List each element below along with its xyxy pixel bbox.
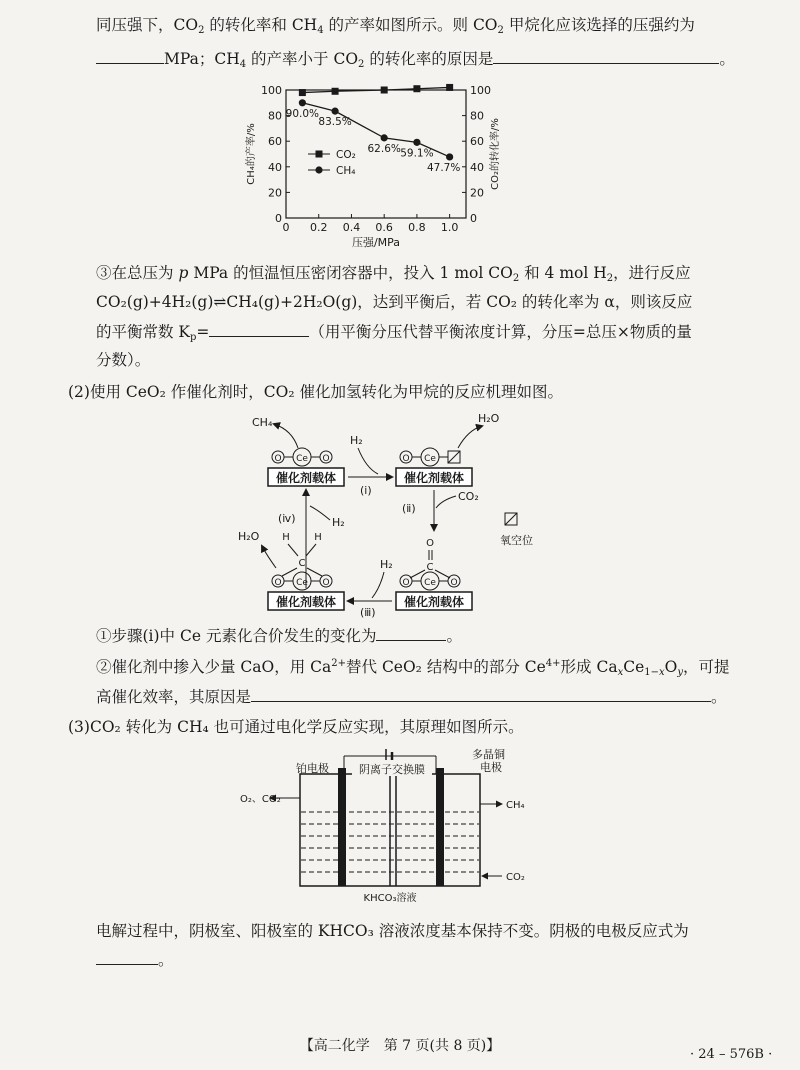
co2-inlet: CO₂ xyxy=(506,872,525,883)
svg-text:C: C xyxy=(426,562,434,573)
x-axis-label: 压强/MPa xyxy=(351,236,401,249)
svg-text:O: O xyxy=(274,454,282,464)
answer-blank[interactable] xyxy=(96,47,164,64)
question-2-1: ①步骤(ⅰ)中 Ce 元素化合价发生的变化为 。 xyxy=(96,624,740,647)
svg-text:Ce: Ce xyxy=(296,454,308,464)
x-tick-label: 1.0 xyxy=(440,221,459,234)
text-line-1: 同压强下，$CO_2$ 的转化率和 $CH_4$ 的产率如图所示。则 $CO_2$ 甲烷化应该选择的压强约为 xyxy=(96,16,695,36)
answer-blank[interactable] xyxy=(251,685,711,702)
pressure-chart xyxy=(240,78,540,256)
svg-text:H₂: H₂ xyxy=(332,516,345,529)
ch4-point xyxy=(299,99,306,106)
x-tick-label: 0.4 xyxy=(342,221,361,234)
cathode-gas-out: CH₄ xyxy=(506,800,525,811)
ch4-point xyxy=(446,153,453,160)
x-tick-label: 0.6 xyxy=(375,221,393,234)
co2-point xyxy=(446,84,453,91)
y-tick-label-left: 20 xyxy=(268,186,282,200)
page-code: · 24 – 576B · xyxy=(690,1047,773,1062)
copper-electrode xyxy=(436,768,444,886)
svg-text:O: O xyxy=(426,538,434,549)
svg-text:Ce: Ce xyxy=(424,578,436,588)
svg-text:H₂: H₂ xyxy=(350,434,363,447)
platinum-label: 铂电极 xyxy=(296,762,329,775)
question-3: (3)CO₂ 转化为 CH₄ 也可通过电化学反应实现，其原理如图所示。 xyxy=(68,718,524,736)
solution-label: KHCO₃溶液 xyxy=(363,893,417,904)
ch4-product: CH₄ xyxy=(252,416,273,429)
svg-text:Ce: Ce xyxy=(424,454,436,464)
step-iv-label: (ⅳ) xyxy=(278,512,296,525)
platinum-electrode xyxy=(338,768,346,886)
step-iii-label: (ⅲ) xyxy=(360,606,376,618)
co2-point xyxy=(413,85,420,92)
svg-text:O: O xyxy=(402,454,410,464)
co2-point xyxy=(332,88,339,95)
svg-text:催化剂载体: 催化剂载体 xyxy=(275,471,337,485)
y-axis-label-right: CO₂的转化率/% xyxy=(490,118,501,190)
co2-point xyxy=(381,87,388,94)
svg-text:O: O xyxy=(450,578,458,588)
y-tick-label-left: 100 xyxy=(261,84,282,97)
mechanism-diagram xyxy=(230,408,570,618)
text-line-6: 分数）。 xyxy=(96,351,151,369)
text-line-4: CO₂(g)+4H₂(g)⇌CH₄(g)+2H₂O(g)，达到平衡后，若 CO₂ 的转化率为 α，则该反应 xyxy=(96,293,693,311)
question-2: (2)使用 CeO₂ 作催化剂时，CO₂ 催化加氢转化为甲烷的反应机理如图。 xyxy=(68,383,563,401)
text-line-5: 的平衡常数 $K_p=$ （用平衡分压代替平衡浓度计算，分压=总压×物质的量 xyxy=(96,320,740,343)
step-ii-label: (ⅱ) xyxy=(402,502,416,515)
svg-text:O: O xyxy=(322,454,330,464)
svg-text:催化剂载体: 催化剂载体 xyxy=(403,471,465,485)
h2o-product: H₂O xyxy=(478,412,500,425)
svg-text:Ce: Ce xyxy=(296,578,308,588)
ch4-data-label: 83.5% xyxy=(318,116,352,129)
step-i-label: (ⅰ) xyxy=(360,484,372,497)
question-3-blank: 。 xyxy=(96,948,740,971)
y-tick-label-right: 0 xyxy=(470,212,477,225)
y-tick-label-left: 60 xyxy=(268,135,282,149)
answer-blank[interactable] xyxy=(209,320,309,337)
question-2-2: ②催化剂中掺入少量 CaO，用 $Ca^{2+}$替代 CeO₂ 结构中的部分 $Ce^{4+}$形成 $Ca_xCe_{1-x}O_y$，可提 xyxy=(96,658,730,678)
ch4-data-label: 62.6% xyxy=(367,142,401,155)
svg-text:H: H xyxy=(314,532,322,543)
y-tick-label-left: 0 xyxy=(275,212,282,225)
catalyst-unit-1 xyxy=(268,448,344,486)
y-tick-label-right: 60 xyxy=(470,135,484,149)
ch4-point xyxy=(381,134,388,141)
y-tick-label-right: 80 xyxy=(470,109,484,123)
question-3-1: 电解过程中，阴极室、阳极室的 KHCO₃ 溶液浓度基本保持不变。阴极的电极反应式为 xyxy=(96,922,689,940)
copper-label: 多晶铜 xyxy=(472,748,505,761)
text-line-2: MPa；$CH_4$ 的产率小于 $CO_2$ 的转化率的原因是 。 xyxy=(96,47,740,70)
svg-text:H₂: H₂ xyxy=(380,558,393,571)
x-tick-label: 0 xyxy=(282,221,290,234)
question-2-3: 高催化效率，其原因是 。 xyxy=(96,685,740,708)
catalyst-unit-2 xyxy=(396,448,472,486)
y-axis-label-left: CH₄的产率/% xyxy=(246,123,257,185)
membrane-label: 阴离子交换膜 xyxy=(359,763,425,776)
svg-text:催化剂载体: 催化剂载体 xyxy=(403,595,465,609)
answer-blank[interactable] xyxy=(96,948,158,965)
ch4-data-label: 59.1% xyxy=(400,147,434,160)
legend-marker-ch4 xyxy=(315,166,322,173)
y-tick-label-right: 20 xyxy=(470,186,484,200)
svg-text:CO₂: CO₂ xyxy=(458,490,479,503)
ch4-data-label: 47.7% xyxy=(426,161,461,174)
h2o-product-2: H₂O xyxy=(238,530,260,543)
legend-label-ch4: CH₄ xyxy=(336,165,356,177)
page-footer: 【高二化学 第 7 页(共 8 页)】 xyxy=(299,1038,501,1054)
x-tick-label: 0.2 xyxy=(309,221,328,234)
y-tick-label-left: 80 xyxy=(268,109,282,123)
legend-label-co2: CO₂ xyxy=(336,149,356,161)
answer-blank[interactable] xyxy=(493,47,719,64)
text-line-3: ③在总压为 p MPa 的恒温恒压密闭容器中，投入 1 mol $CO_2$ 和 4 mol $H_2$，进行反应 xyxy=(96,264,691,284)
oxygen-vacancy-label: 氧空位 xyxy=(500,534,533,547)
svg-text:O: O xyxy=(274,578,282,588)
svg-text:O: O xyxy=(322,578,330,588)
catalyst-unit-3 xyxy=(396,538,472,610)
legend-marker-co2 xyxy=(316,151,323,158)
svg-text:O: O xyxy=(402,578,410,588)
y-tick-label-right: 100 xyxy=(470,84,491,97)
svg-text:催化剂载体: 催化剂载体 xyxy=(275,595,337,609)
y-tick-label-left: 40 xyxy=(268,160,282,174)
ch4-point xyxy=(413,139,420,146)
answer-blank[interactable] xyxy=(376,624,446,641)
electrolysis-cell xyxy=(240,746,540,906)
ch4-data-label: 90.0% xyxy=(285,107,320,120)
svg-text:C: C xyxy=(298,558,306,569)
ch4-point xyxy=(331,108,338,115)
anode-gas-out: O₂、CO₂ xyxy=(240,794,281,805)
svg-text:H: H xyxy=(282,532,290,543)
svg-text:电极: 电极 xyxy=(480,761,502,774)
x-tick-label: 0.8 xyxy=(408,221,426,234)
co2-point xyxy=(299,89,306,96)
y-tick-label-right: 40 xyxy=(470,160,484,174)
